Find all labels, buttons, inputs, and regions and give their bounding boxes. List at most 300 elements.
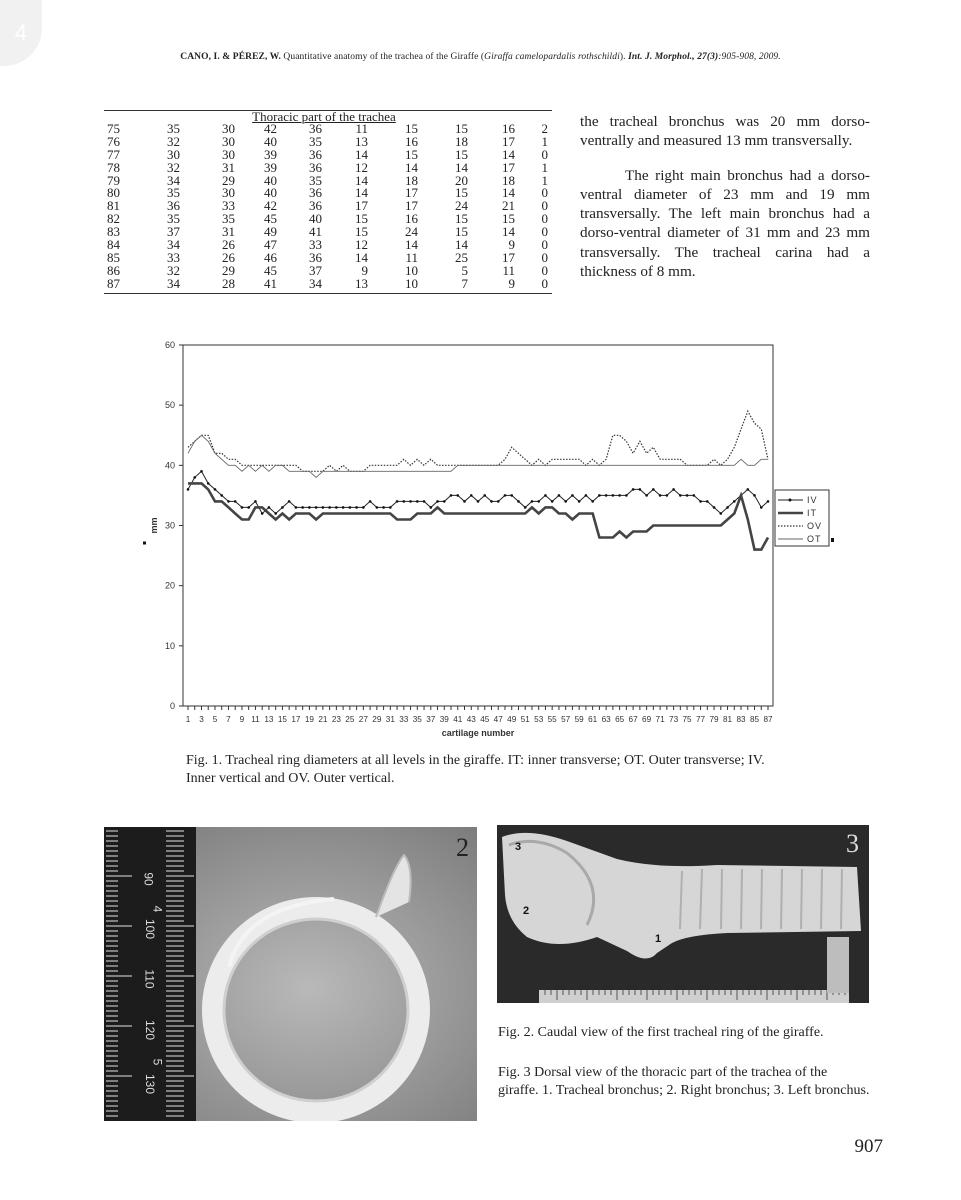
table-cell: 35 xyxy=(167,121,180,136)
series-point-iv xyxy=(315,506,318,509)
table-cell: 41 xyxy=(309,224,322,240)
table-cell: 14 xyxy=(502,146,515,162)
legend-swatch-dot xyxy=(789,499,792,502)
table-cell: 83 xyxy=(107,224,120,240)
x-tick-label: 77 xyxy=(696,715,706,724)
table-cell: 40 xyxy=(264,185,277,201)
series-point-iv xyxy=(679,494,682,497)
series-point-iv xyxy=(591,500,594,503)
table-cell: 40 xyxy=(309,211,322,227)
series-point-iv xyxy=(497,500,500,503)
table-cell: 11 xyxy=(355,121,368,136)
table-cell: 47 xyxy=(264,237,277,253)
x-tick-label: 87 xyxy=(763,715,773,724)
series-point-iv xyxy=(214,488,217,491)
series-point-iv xyxy=(423,500,426,503)
table-cell: 46 xyxy=(264,249,277,265)
x-tick-label: 15 xyxy=(277,715,287,724)
table-cell: 32 xyxy=(167,133,180,149)
table-cell: 18 xyxy=(455,133,468,149)
table-cell: 13 xyxy=(355,133,368,149)
x-tick-label: 35 xyxy=(412,715,422,724)
table-cell: 24 xyxy=(455,198,468,214)
table-cell: 15 xyxy=(405,121,418,136)
page-number: 907 xyxy=(854,1136,883,1157)
table-cell: 14 xyxy=(502,185,515,201)
header-journal: Int. J. Morphol., 27(3) xyxy=(628,52,719,62)
series-point-iv xyxy=(355,506,358,509)
series-point-iv xyxy=(767,500,770,503)
series-point-iv xyxy=(308,506,311,509)
series-point-iv xyxy=(396,500,399,503)
series-point-iv xyxy=(369,500,372,503)
table-cell: 14 xyxy=(355,146,368,162)
table-cell: 30 xyxy=(222,185,235,201)
table-cell: 30 xyxy=(167,146,180,162)
table-cell: 1 xyxy=(541,172,548,188)
series-point-iv xyxy=(693,494,696,497)
series-point-iv xyxy=(719,512,722,515)
table-cell: 15 xyxy=(355,224,368,240)
series-point-iv xyxy=(342,506,345,509)
y-axis-label: mm xyxy=(149,517,159,534)
series-point-iv xyxy=(639,488,642,491)
figure-1-chart xyxy=(135,330,840,745)
series-point-iv xyxy=(490,500,493,503)
x-tick-label: 27 xyxy=(358,715,368,724)
table-cell: 85 xyxy=(107,249,120,265)
series-point-iv xyxy=(746,488,749,491)
table-cell: 0 xyxy=(541,198,548,214)
ruler-number: 120 xyxy=(143,1019,158,1041)
table-cell: 14 xyxy=(502,224,515,240)
ruler-number: 4 xyxy=(150,905,165,913)
table-cell: 0 xyxy=(541,146,548,162)
table-cell: 35 xyxy=(167,211,180,227)
series-point-iv xyxy=(261,512,264,515)
x-tick-label: 1 xyxy=(185,715,191,724)
table-cell: 17 xyxy=(405,198,418,214)
table-cell: 75 xyxy=(107,121,120,136)
series-point-iv xyxy=(760,506,763,509)
table-bottom-rule xyxy=(104,293,552,294)
x-tick-label: 47 xyxy=(493,715,503,724)
table-cell: 31 xyxy=(222,224,235,240)
marker-left-bronchus: 3 xyxy=(515,841,522,853)
table-cell: 14 xyxy=(355,249,368,265)
table-cell: 86 xyxy=(107,262,120,278)
series-point-iv xyxy=(362,506,365,509)
x-tick-label: 51 xyxy=(520,715,530,724)
table-cell: 0 xyxy=(541,185,548,201)
series-point-iv xyxy=(598,494,601,497)
series-point-iv xyxy=(726,506,729,509)
y-tick-label: 0 xyxy=(169,701,175,711)
series-point-iv xyxy=(193,476,196,479)
series-point-iv xyxy=(666,494,669,497)
series-point-iv xyxy=(537,500,540,503)
legend-label: IV xyxy=(807,495,818,505)
table-cell: 0 xyxy=(541,224,548,240)
x-axis-label: cartilage number xyxy=(441,728,515,738)
table-cell: 42 xyxy=(264,198,277,214)
y-tick-label: 20 xyxy=(164,580,175,591)
series-point-iv xyxy=(389,506,392,509)
table-cell: 15 xyxy=(355,211,368,227)
table-cell: 15 xyxy=(455,121,468,136)
table-cell: 45 xyxy=(264,211,277,227)
table-cell: 21 xyxy=(502,198,515,214)
table-cell: 15 xyxy=(405,146,418,162)
ruler-number: 110 xyxy=(142,969,157,989)
running-header xyxy=(0,52,961,62)
table-cell: 15 xyxy=(502,211,515,227)
x-tick-label: 17 xyxy=(291,715,301,724)
header-species: Giraffa camelopardalis rothschildi xyxy=(484,52,620,62)
series-point-iv xyxy=(456,494,459,497)
series-line-it xyxy=(188,483,768,549)
series-point-iv xyxy=(558,494,561,497)
table-cell: 14 xyxy=(355,185,368,201)
table-cell: 0 xyxy=(541,275,548,291)
series-point-iv xyxy=(403,500,406,503)
x-tick-label: 9 xyxy=(239,715,245,724)
table-cell: 15 xyxy=(455,211,468,227)
y-tick-label: 60 xyxy=(164,340,175,350)
body-text-column xyxy=(580,112,870,296)
series-point-iv xyxy=(652,488,655,491)
x-tick-label: 69 xyxy=(642,715,652,724)
table-cell: 33 xyxy=(222,198,235,214)
series-point-iv xyxy=(328,506,331,509)
table-cell: 87 xyxy=(107,275,120,291)
table-cell: 26 xyxy=(222,249,235,265)
table-cell: 31 xyxy=(222,159,235,175)
x-tick-label: 81 xyxy=(722,715,733,724)
series-point-iv xyxy=(463,500,466,503)
table-cell: 14 xyxy=(405,159,418,175)
figure-2-label: 2 xyxy=(456,833,469,862)
ruler xyxy=(112,827,190,1121)
table-cell: 17 xyxy=(355,198,368,214)
table-cell: 18 xyxy=(502,172,515,188)
table-cell: 11 xyxy=(502,262,515,278)
x-tick-label: 3 xyxy=(199,715,204,724)
series-point-iv xyxy=(268,506,271,509)
table-cell: 28 xyxy=(222,275,235,291)
table-cell: 34 xyxy=(167,172,180,188)
series-point-iv xyxy=(585,494,588,497)
x-tick-label: 83 xyxy=(736,715,746,724)
table-cell: 9 xyxy=(361,262,368,278)
series-point-iv xyxy=(409,500,412,503)
table-cell: 34 xyxy=(167,237,180,253)
table-cell: 36 xyxy=(309,121,322,136)
table-cell: 17 xyxy=(502,133,515,149)
x-tick-label: 85 xyxy=(749,715,760,724)
series-point-iv xyxy=(524,506,527,509)
x-tick-label: 55 xyxy=(547,715,557,724)
table-cell: 0 xyxy=(541,211,548,227)
table-cell: 0 xyxy=(541,237,548,253)
figure-3-label: 3 xyxy=(846,829,859,858)
table-cell: 36 xyxy=(309,249,322,265)
series-point-iv xyxy=(429,506,432,509)
table-cell: 35 xyxy=(309,133,322,149)
x-tick-label: 19 xyxy=(304,715,314,724)
paragraph-main-bronchi: The right main bronchus had a dorso-ventral diameter of 23 mm and 19 mm transversally. The left main bronchus had a dorso-ventral diameter of 31 mm and 23 mm transversally. The tracheal carina had a thickness of 8 mm. xyxy=(580,166,870,281)
table-cell: 32 xyxy=(167,262,180,278)
y-tick-label: 40 xyxy=(164,460,175,471)
series-line-ov xyxy=(188,411,768,471)
table-cell: 33 xyxy=(309,237,322,253)
table-cell: 41 xyxy=(264,275,277,291)
series-point-iv xyxy=(436,500,439,503)
x-tick-label: 11 xyxy=(251,715,260,724)
x-tick-label: 43 xyxy=(466,715,476,724)
table-cell: 32 xyxy=(167,159,180,175)
table-cell: 0 xyxy=(541,262,548,278)
table-cell: 42 xyxy=(264,121,277,136)
x-tick-label: 7 xyxy=(226,715,231,724)
table-cell: 10 xyxy=(405,262,418,278)
series-point-iv xyxy=(733,500,736,503)
table-cell: 30 xyxy=(222,121,235,136)
figure-3-caption: Fig. 3 Dorsal view of the thoracic part of the trachea of the giraffe. 1. Tracheal bronchus; 2. Right bronchus; 3. Left bronchus. xyxy=(498,1065,870,1098)
series-point-iv xyxy=(605,494,608,497)
series-point-iv xyxy=(510,494,513,497)
y-tick-label: 10 xyxy=(164,640,175,651)
table-cell: 80 xyxy=(107,185,120,201)
series-point-iv xyxy=(470,494,473,497)
table-cell: 0 xyxy=(541,249,548,265)
ruler-number: 90 xyxy=(141,872,156,886)
table-cell: 37 xyxy=(309,262,322,278)
series-point-iv xyxy=(450,494,453,497)
table-cell: 17 xyxy=(502,159,515,175)
y-tick-label: 30 xyxy=(164,520,175,531)
series-point-iv xyxy=(288,500,291,503)
series-point-iv xyxy=(254,500,257,503)
x-tick-label: 49 xyxy=(507,715,517,724)
x-tick-label: 21 xyxy=(318,715,328,724)
legend-label: IT xyxy=(807,508,817,518)
x-tick-label: 65 xyxy=(615,715,625,724)
series-point-iv xyxy=(517,500,520,503)
table-cell: 35 xyxy=(309,172,322,188)
x-tick-label: 39 xyxy=(439,715,449,724)
table-cell: 9 xyxy=(508,237,515,253)
table-cell: 49 xyxy=(264,224,277,240)
table-cell: 25 xyxy=(455,249,468,265)
table-cell: 15 xyxy=(455,224,468,240)
x-tick-label: 25 xyxy=(345,715,355,724)
paragraph-tracheal-bronchus: the tracheal bronchus was 20 mm dorso-ventrally and measured 13 mm transversally. xyxy=(580,113,870,150)
series-point-iv xyxy=(672,488,675,491)
header-title: Quantitative anatomy of the trachea of the Giraffe ( xyxy=(280,52,485,62)
series-point-iv xyxy=(686,494,689,497)
series-point-iv xyxy=(699,500,702,503)
series-point-iv xyxy=(578,500,581,503)
table-cell: 14 xyxy=(355,172,368,188)
x-tick-label: 75 xyxy=(682,715,692,724)
figure-3-photo xyxy=(497,825,869,1003)
table-cell: 17 xyxy=(405,185,418,201)
table-cell: 36 xyxy=(309,159,322,175)
table-cell: 30 xyxy=(222,146,235,162)
table-cell: 13 xyxy=(355,275,368,291)
table-cell: 35 xyxy=(167,185,180,201)
table-cell: 16 xyxy=(405,211,418,227)
table-cell: 5 xyxy=(461,262,468,278)
series-point-iv xyxy=(322,506,325,509)
data-table xyxy=(104,110,552,294)
table-cell: 29 xyxy=(222,172,235,188)
table-cell: 16 xyxy=(502,121,515,136)
series-point-iv xyxy=(753,494,756,497)
series-point-iv xyxy=(227,500,230,503)
table-cell: 40 xyxy=(264,133,277,149)
series-point-iv xyxy=(564,500,567,503)
table-cell: 78 xyxy=(107,159,120,175)
series-point-iv xyxy=(571,494,574,497)
table-caption: Thoracic part of the trachea xyxy=(252,109,396,124)
series-line-iv xyxy=(188,471,768,513)
series-point-iv xyxy=(713,506,716,509)
table-cell: 15 xyxy=(455,146,468,162)
x-tick-label: 33 xyxy=(399,715,409,724)
series-point-iv xyxy=(544,494,547,497)
table-cell: 82 xyxy=(107,211,120,227)
x-tick-label: 79 xyxy=(709,715,719,724)
table-cell: 9 xyxy=(508,275,515,291)
series-point-iv xyxy=(247,506,250,509)
x-tick-label: 53 xyxy=(534,715,544,724)
series-point-iv xyxy=(382,506,385,509)
series-point-iv xyxy=(200,470,203,473)
header-pages: :905-908, 2009. xyxy=(718,52,781,62)
figure-2-photo xyxy=(104,827,477,1121)
table-cell: 26 xyxy=(222,237,235,253)
series-point-iv xyxy=(349,506,352,509)
ruler-number: 130 xyxy=(143,1073,158,1095)
table-cell: 29 xyxy=(222,262,235,278)
table-cell: 16 xyxy=(405,133,418,149)
x-tick-label: 41 xyxy=(453,715,463,724)
table-cell: 81 xyxy=(107,198,120,214)
x-tick-label: 73 xyxy=(669,715,679,724)
series-point-iv xyxy=(416,500,419,503)
header-title-end: ). xyxy=(619,52,629,62)
figure-2-caption: Fig. 2. Caudal view of the first tracheal ring of the giraffe. xyxy=(498,1025,824,1040)
table-cell: 11 xyxy=(405,249,418,265)
table-cell: 20 xyxy=(455,172,468,188)
y-axis-marker xyxy=(143,542,146,545)
table-cell: 2 xyxy=(541,121,548,136)
header-authors: CANO, I. & PÉREZ, W. xyxy=(180,52,281,62)
ruler-number: 100 xyxy=(143,918,158,940)
series-point-iv xyxy=(335,506,338,509)
legend-label: OV xyxy=(807,521,823,531)
marker-tracheal-bronchus: 1 xyxy=(655,933,662,945)
x-tick-label: 71 xyxy=(655,715,665,724)
table-cell: 39 xyxy=(264,146,277,162)
series-point-iv xyxy=(295,506,298,509)
x-tick-label: 57 xyxy=(561,715,571,724)
table-row xyxy=(104,275,552,291)
table-cell: 36 xyxy=(309,198,322,214)
series-point-iv xyxy=(477,500,480,503)
x-tick-label: 59 xyxy=(574,715,584,724)
table-cell: 12 xyxy=(355,237,368,253)
x-tick-label: 61 xyxy=(588,715,598,724)
table-cell: 40 xyxy=(264,172,277,188)
table-cell: 18 xyxy=(405,172,418,188)
table-cell: 35 xyxy=(222,211,235,227)
thoracic-trachea-image xyxy=(497,825,869,1003)
series-point-iv xyxy=(632,488,635,491)
corner-number: 4 xyxy=(14,20,28,45)
table-cell: 33 xyxy=(167,249,180,265)
x-tick-label: 29 xyxy=(372,715,382,724)
series-point-iv xyxy=(618,494,621,497)
series-point-iv xyxy=(612,494,615,497)
table-cell: 34 xyxy=(167,275,180,291)
figure-1-caption: Fig. 1. Tracheal ring diameters at all levels in the giraffe. IT: inner transverse; OT. Outer transverse; IV. Inner vertical and OV. Outer vertical. xyxy=(186,753,765,786)
table-cell: 45 xyxy=(264,262,277,278)
series-point-iv xyxy=(483,494,486,497)
table-cell: 12 xyxy=(355,159,368,175)
legend-label: OT xyxy=(807,534,822,544)
table-cell: 34 xyxy=(309,275,322,291)
series-point-iv xyxy=(625,494,628,497)
table-cell: 14 xyxy=(405,237,418,253)
table-cell: 84 xyxy=(107,237,120,253)
series-point-iv xyxy=(531,500,534,503)
ruler-number: 5 xyxy=(150,1058,165,1066)
table-cell: 24 xyxy=(405,224,418,240)
table-cell: 14 xyxy=(455,159,468,175)
table-cell: 77 xyxy=(107,146,120,162)
x-tick-label: 67 xyxy=(628,715,638,724)
series-point-iv xyxy=(443,500,446,503)
series-point-iv xyxy=(187,488,190,491)
series-line-ot xyxy=(188,435,768,477)
table-cell: 36 xyxy=(309,185,322,201)
series-point-iv xyxy=(706,500,709,503)
table-cell: 1 xyxy=(541,133,548,149)
y-tick-label: 50 xyxy=(164,400,175,411)
x-tick-label: 37 xyxy=(426,715,436,724)
series-point-iv xyxy=(207,482,210,485)
series-point-iv xyxy=(551,500,554,503)
table-cell: 15 xyxy=(455,185,468,201)
table-cell: 76 xyxy=(107,133,120,149)
table-cell: 17 xyxy=(502,249,515,265)
series-point-iv xyxy=(645,494,648,497)
x-tick-label: 13 xyxy=(264,715,274,724)
marker-right-bronchus: 2 xyxy=(523,905,530,917)
series-point-iv xyxy=(659,494,662,497)
table-cell: 37 xyxy=(167,224,180,240)
series-point-iv xyxy=(301,506,304,509)
x-tick-label: 23 xyxy=(331,715,341,724)
table-cell: 30 xyxy=(222,133,235,149)
x-tick-label: 45 xyxy=(480,715,490,724)
table-cell: 79 xyxy=(107,172,120,188)
series-point-iv xyxy=(376,506,379,509)
series-point-iv xyxy=(234,500,237,503)
